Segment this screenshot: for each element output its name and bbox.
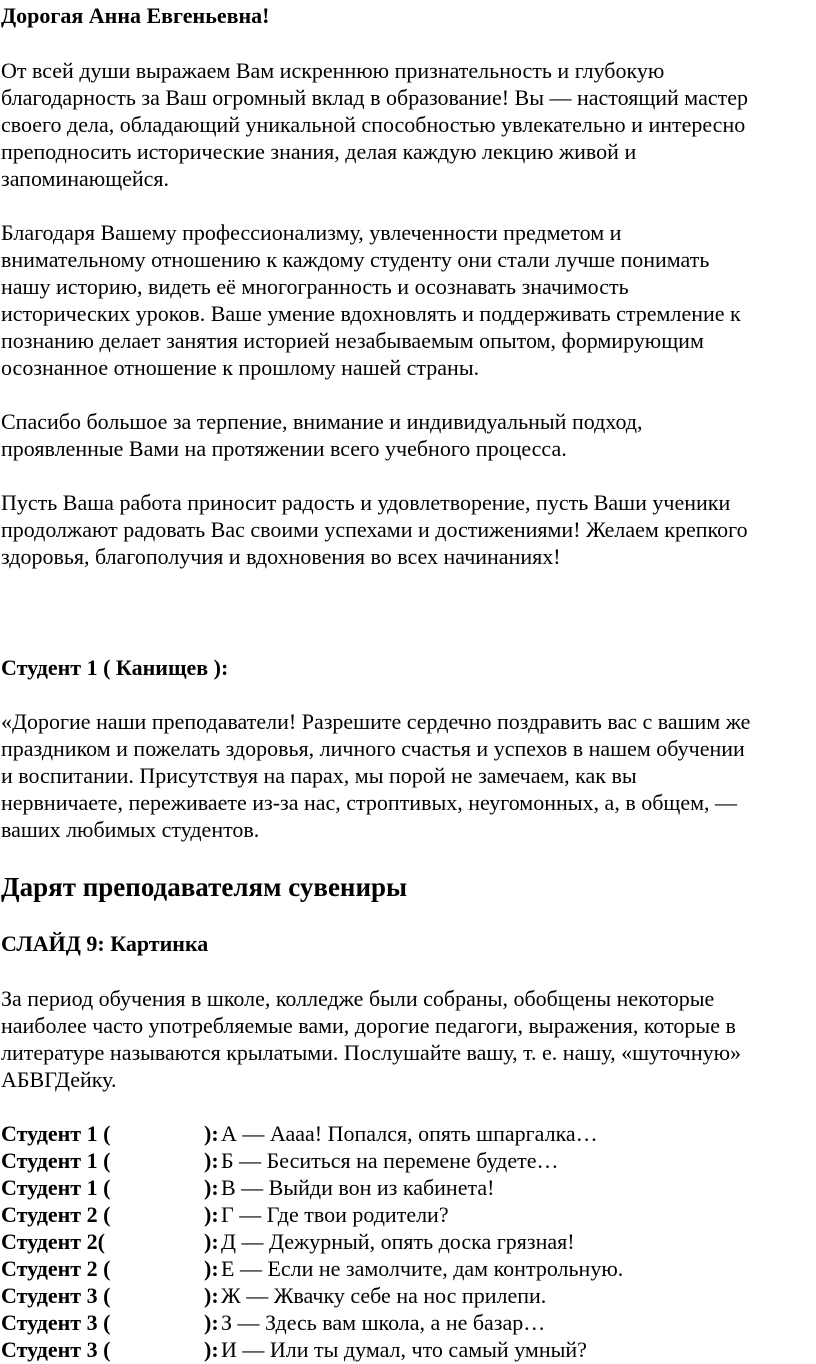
speaker-close: ):	[204, 1229, 219, 1254]
list-item	[1, 1201, 816, 1228]
list-item	[1, 1282, 816, 1309]
text-line: наиболее часто употребляемые вами, дорогие педагоги, выражения, которые в	[1, 1013, 736, 1038]
text-line: ваших любимых студентов.	[1, 817, 260, 842]
text-line: Пусть Ваша работа приносит радость и удовлетворение, пусть Ваши ученики	[1, 490, 731, 515]
list-item	[1, 1147, 816, 1174]
phrase: А — Аааа! Попался, опять шпаргалка…	[221, 1121, 598, 1146]
speaker: Студент 1 (	[1, 1121, 111, 1146]
speaker: Студент 3 (	[1, 1283, 111, 1308]
list-item	[1, 1336, 816, 1363]
text-line: Благодаря Вашему профессионализму, увлеченности предметом и	[1, 220, 622, 245]
list-item	[1, 1120, 816, 1147]
alphabet-list	[1, 1120, 816, 1363]
speaker-close: ):	[204, 1283, 219, 1308]
text-line: здоровья, благополучия и вдохновения во всех начинаниях!	[1, 544, 561, 569]
phrase: Д — Дежурный, опять доска грязная!	[221, 1229, 575, 1254]
list-item	[1, 1228, 816, 1255]
speaker-close: ):	[204, 1121, 219, 1146]
speaker-close: ):	[204, 1310, 219, 1335]
text-line: праздником и пожелать здоровья, личного счастья и успехов в нашем обучении	[1, 736, 745, 761]
student-heading: Студент 1 ( Канищев ):	[1, 655, 229, 680]
speaker: Студент 2 (	[1, 1202, 111, 1227]
speaker: Студент 1 (	[1, 1175, 111, 1200]
text-line: своего дела, обладающий уникальной способностью увлекательно и интересно	[1, 112, 746, 137]
speaker: Студент 3 (	[1, 1337, 111, 1362]
speaker-close: ):	[204, 1256, 219, 1281]
greeting: Дорогая Анна Евгеньевна!	[1, 3, 270, 28]
paragraph-1	[1, 57, 816, 192]
phrase: Б — Беситься на перемене будете…	[221, 1148, 559, 1173]
text-line: От всей души выражаем Вам искреннюю признательность и глубокую	[1, 58, 665, 83]
phrase: Г — Где твои родители?	[221, 1202, 449, 1227]
list-item	[1, 1309, 816, 1336]
phrase: В — Выйди вон из кабинета!	[221, 1175, 495, 1200]
paragraph-4	[1, 489, 816, 570]
text-line: запоминающейся.	[1, 166, 170, 191]
text-line: продолжают радовать Вас своими успехами и достижениями! Желаем крепкого	[1, 517, 748, 542]
speaker-close: ):	[204, 1337, 219, 1362]
section-heading: Дарят преподавателям сувениры	[1, 872, 408, 902]
phrase: Е — Если не замолчите, дам контрольную.	[221, 1256, 624, 1281]
paragraph-2	[1, 219, 816, 381]
slide-heading: СЛАЙД 9: Картинка	[1, 931, 209, 956]
paragraph-3	[1, 408, 816, 462]
text-line: АБВГДейку.	[1, 1067, 117, 1092]
text-line: литературе называются крылатыми. Послушайте вашу, т. е. нашу, «шуточную»	[1, 1040, 742, 1065]
speaker: Студент 3 (	[1, 1310, 111, 1335]
text-line: и воспитании. Присутствуя на парах, мы порой не замечаем, как вы	[1, 763, 637, 788]
text-line: познанию делает занятия историей незабываемым опытом, формирующим	[1, 328, 704, 353]
student-quote	[1, 708, 816, 843]
text-line: нашу историю, видеть её многогранность и осознавать значимость	[1, 274, 629, 299]
text-line: «Дорогие наши преподаватели! Разрешите сердечно поздравить вас с вашим же	[1, 709, 751, 734]
text-line: преподносить исторические знания, делая каждую лекцию живой и	[1, 139, 637, 164]
text-line: благодарность за Ваш огромный вклад в образование! Вы — настоящий мастер	[1, 85, 748, 110]
list-item	[1, 1174, 816, 1201]
text-line: нервничаете, переживаете из-за нас, строптивых, неугомонных, а, в общем, —	[1, 790, 738, 815]
text-line: внимательному отношению к каждому студенту они стали лучше понимать	[1, 247, 710, 272]
text-line: осознанное отношение к прошлому нашей страны.	[1, 355, 480, 380]
speaker: Студент 2(	[1, 1229, 105, 1254]
speaker-close: ):	[204, 1148, 219, 1173]
speaker: Студент 1 (	[1, 1148, 111, 1173]
text-line: Спасибо большое за терпение, внимание и индивидуальный подход,	[1, 409, 643, 434]
speaker-close: ):	[204, 1175, 219, 1200]
phrase: З — Здесь вам школа, а не базар…	[221, 1310, 546, 1335]
speaker: Студент 2 (	[1, 1256, 111, 1281]
phrase: И — Или ты думал, что самый умный?	[221, 1337, 587, 1362]
intro-paragraph	[1, 985, 816, 1093]
text-line: За период обучения в школе, колледже были собраны, обобщены некоторые	[1, 986, 715, 1011]
text-line: исторических уроков. Ваше умение вдохновлять и поддерживать стремление к	[1, 301, 741, 326]
text-line: проявленные Вами на протяжении всего учебного процесса.	[1, 436, 567, 461]
phrase: Ж — Жвачку себе на нос прилепи.	[221, 1283, 547, 1308]
speaker-close: ):	[204, 1202, 219, 1227]
list-item	[1, 1255, 816, 1282]
